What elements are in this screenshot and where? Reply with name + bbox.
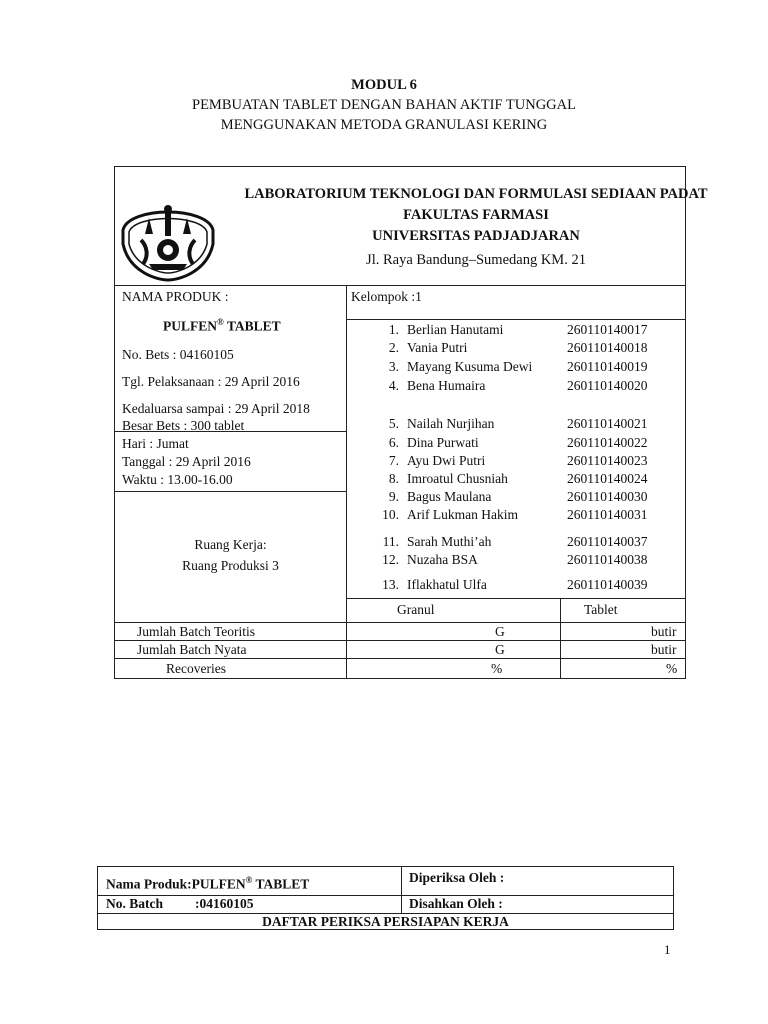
batch-row-tablet: butir xyxy=(651,642,677,657)
registered-mark: ® xyxy=(217,317,224,327)
checklist-title: DAFTAR PERIKSA PERSIAPAN KERJA xyxy=(262,914,509,929)
member-row xyxy=(375,322,695,340)
member-row xyxy=(375,489,695,507)
member-row xyxy=(375,552,695,570)
batch-number: No. Bets : 04160105 xyxy=(122,347,234,362)
member-student-id: 260110140020 xyxy=(567,378,648,393)
divider xyxy=(115,640,685,641)
member-row xyxy=(375,378,695,396)
member-student-id: 260110140023 xyxy=(567,453,648,468)
member-row xyxy=(375,359,695,377)
member-row xyxy=(375,416,695,434)
member-name: Vania Putri xyxy=(407,340,468,355)
divider xyxy=(346,319,685,320)
member-number: 6. xyxy=(388,435,399,450)
checklist-batch-value: :04160105 xyxy=(195,896,254,911)
member-name: Arif Lukman Hakim xyxy=(407,507,518,522)
batch-row-label: Jumlah Batch Nyata xyxy=(137,642,247,657)
member-row xyxy=(375,340,695,358)
batch-row-tablet: butir xyxy=(651,624,677,639)
member-student-id: 260110140037 xyxy=(567,534,648,549)
expiry-date: Kedaluarsa sampai : 29 April 2018 xyxy=(122,401,310,416)
member-name: Ayu Dwi Putri xyxy=(407,453,486,468)
member-row xyxy=(375,577,695,595)
member-name: Nuzaha BSA xyxy=(407,552,478,567)
member-student-id: 260110140022 xyxy=(567,435,648,450)
member-student-id: 260110140038 xyxy=(567,552,648,567)
member-student-id: 260110140018 xyxy=(567,340,648,355)
production-record-table xyxy=(114,166,708,679)
product-name-label: NAMA PRODUK : xyxy=(122,289,229,304)
member-row xyxy=(375,435,695,453)
document-header xyxy=(0,75,768,135)
module-subtitle-1: PEMBUATAN TABLET DENGAN BAHAN AKTIF TUNGGAL xyxy=(192,97,576,113)
lab-name: LABORATORIUM TEKNOLOGI DAN FORMULASI SEDIAAN PADAT xyxy=(244,186,708,202)
member-name: Nailah Nurjihan xyxy=(407,416,495,431)
member-student-id: 260110140031 xyxy=(567,507,648,522)
checklist-table xyxy=(97,866,674,930)
batch-row-label: Jumlah Batch Teoritis xyxy=(137,624,256,639)
execution-date: Tgl. Pelaksanaan : 29 April 2016 xyxy=(122,374,300,389)
member-number: 2. xyxy=(388,340,399,355)
member-number: 12. xyxy=(382,552,399,567)
member-row xyxy=(375,471,695,489)
university-logo xyxy=(119,200,217,282)
member-student-id: 260110140024 xyxy=(567,471,648,486)
member-row xyxy=(375,534,695,552)
member-number: 1. xyxy=(388,322,399,337)
faculty-name: FAKULTAS FARMASI xyxy=(403,207,549,223)
batch-row-granul: G xyxy=(495,624,505,639)
checklist-batch-label: No. Batch xyxy=(106,896,163,911)
group-label: Kelompok :1 xyxy=(351,289,422,304)
member-name: Dina Purwati xyxy=(407,435,479,450)
member-row xyxy=(375,453,695,471)
divider xyxy=(346,285,347,678)
registered-mark: ® xyxy=(245,875,253,885)
member-name: Berlian Hanutami xyxy=(407,322,504,337)
divider xyxy=(115,285,685,286)
member-number: 3. xyxy=(388,359,399,374)
batch-row-granul: % xyxy=(491,661,503,676)
member-name: Iflakhatul Ulfa xyxy=(407,577,487,592)
member-row xyxy=(375,507,695,525)
date: Tanggal : 29 April 2016 xyxy=(122,454,251,469)
member-name: Sarah Muthi’ah xyxy=(407,534,492,549)
batch-row-label: Recoveries xyxy=(166,661,226,676)
member-student-id: 260110140039 xyxy=(567,577,648,592)
work-room-label: Ruang Kerja: xyxy=(194,537,267,552)
member-student-id: 260110140017 xyxy=(567,322,648,337)
university-name: UNIVERSITAS PADJADJARAN xyxy=(372,228,580,244)
divider xyxy=(115,622,685,623)
member-name: Mayang Kusuma Dewi xyxy=(407,359,533,374)
member-number: 4. xyxy=(388,378,399,393)
lab-info xyxy=(231,184,721,271)
work-room-value: Ruang Produksi 3 xyxy=(182,558,279,573)
member-student-id: 260110140021 xyxy=(567,416,648,431)
member-number: 10. xyxy=(382,507,399,522)
member-number: 11. xyxy=(382,534,399,549)
member-number: 7. xyxy=(388,453,399,468)
member-name: Imroatul Chusniah xyxy=(407,471,508,486)
approved-by-label: Disahkan Oleh : xyxy=(409,896,503,911)
divider xyxy=(560,598,561,678)
divider xyxy=(115,491,346,492)
member-number: 9. xyxy=(388,489,399,504)
batch-row-tablet: % xyxy=(666,661,678,676)
granul-header: Granul xyxy=(397,602,435,617)
lab-address: Jl. Raya Bandung–Sumedang KM. 21 xyxy=(366,252,586,268)
day: Hari : Jumat xyxy=(122,436,189,451)
module-subtitle-2: MENGGUNAKAN METODA GRANULASI KERING xyxy=(220,117,548,133)
time: Waktu : 13.00-16.00 xyxy=(122,472,233,487)
member-name: Bagus Maulana xyxy=(407,489,492,504)
member-name: Bena Humaira xyxy=(407,378,486,393)
page-number: 1 xyxy=(664,942,671,957)
member-student-id: 260110140030 xyxy=(567,489,648,504)
checklist-product-name: Nama Produk:PULFEN® TABLET xyxy=(106,875,310,892)
product-name: PULFEN® TABLET xyxy=(163,317,281,334)
tablet-header: Tablet xyxy=(584,602,618,617)
member-list xyxy=(375,322,695,602)
divider xyxy=(401,867,402,913)
member-number: 8. xyxy=(388,471,399,486)
divider xyxy=(115,658,685,659)
batch-row-granul: G xyxy=(495,642,505,657)
module-title: MODUL 6 xyxy=(351,77,417,93)
member-student-id: 260110140019 xyxy=(567,359,648,374)
batch-size: Besar Bets : 300 tablet xyxy=(122,418,245,433)
member-number: 5. xyxy=(388,416,399,431)
member-number: 13. xyxy=(382,577,399,592)
divider xyxy=(98,895,673,896)
checked-by-label: Diperiksa Oleh : xyxy=(409,870,505,885)
